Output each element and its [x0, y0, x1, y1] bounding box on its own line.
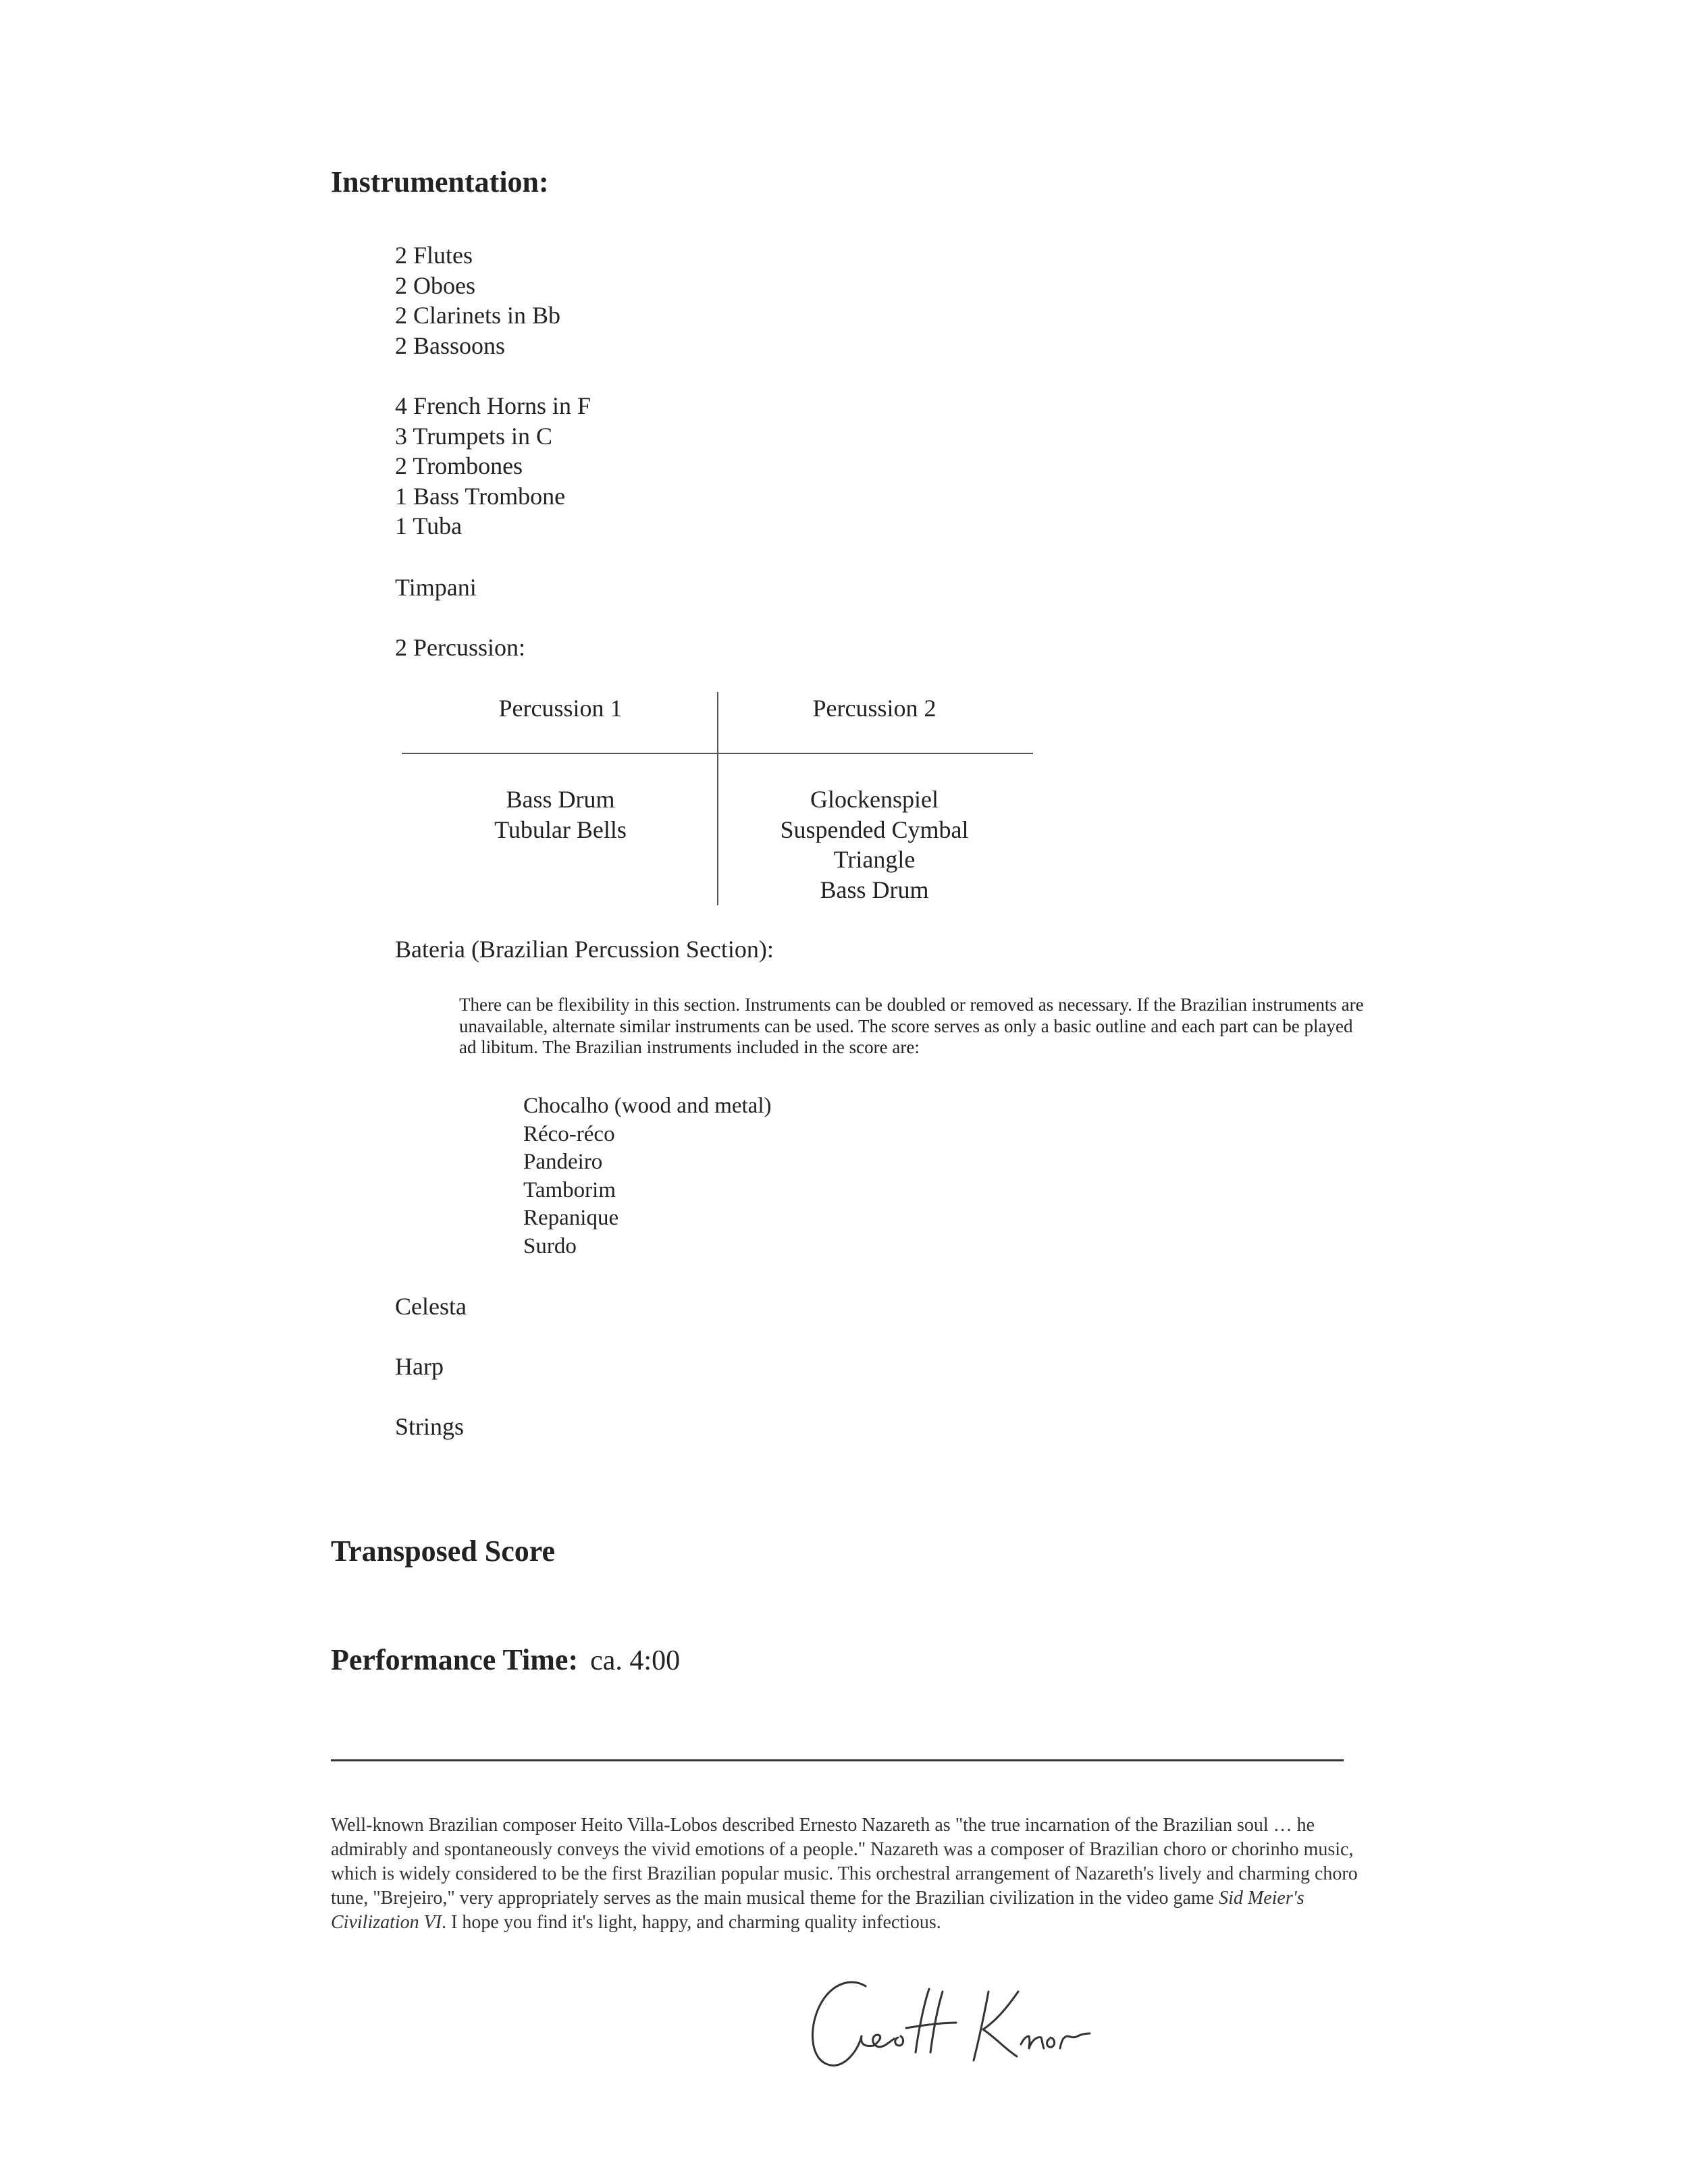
- percussion-2-header: Percussion 2: [812, 695, 937, 722]
- percussion-1-list: [405, 784, 716, 845]
- percussion-label: 2 Percussion:: [395, 634, 525, 661]
- list-item: 1 Bass Trombone: [395, 482, 566, 510]
- list-item: Bass Drum: [820, 876, 929, 903]
- program-notes: [331, 1813, 1367, 1935]
- score-type-heading: Transposed Score: [331, 1535, 556, 1568]
- bateria-list: [523, 1092, 771, 1260]
- list-item: 2 Flutes: [395, 242, 473, 269]
- percussion-2-list: [719, 784, 1030, 905]
- game-title: Sid Meier's Civilization VI: [331, 1888, 1304, 1933]
- list-item: 2 Trombones: [395, 452, 523, 479]
- list-item: Surdo: [523, 1233, 577, 1258]
- list-item: 3 Trumpets in C: [395, 422, 553, 450]
- list-item: Bass Drum: [506, 786, 615, 813]
- strings: Strings: [395, 1413, 465, 1440]
- woodwinds-list: [395, 240, 560, 361]
- list-item: Chocalho (wood and metal): [523, 1094, 772, 1118]
- list-item: 1 Tuba: [395, 512, 463, 539]
- notes-text-end: . I hope you find it's light, happy, and charming quality infectious.: [442, 1912, 941, 1933]
- divider: [331, 1759, 1344, 1761]
- list-item: Repanique: [523, 1206, 619, 1230]
- performance-time-label: Performance Time:: [331, 1643, 579, 1676]
- signature: [803, 1971, 1114, 2079]
- list-item: Tubular Bells: [494, 816, 627, 843]
- bateria-label: Bateria (Brazilian Percussion Section):: [395, 936, 774, 963]
- list-item: Pandeiro: [523, 1150, 603, 1174]
- brass-list: [395, 391, 591, 541]
- list-item: Triangle: [833, 846, 916, 873]
- list-item: Glockenspiel: [810, 786, 939, 813]
- celesta: Celesta: [395, 1293, 467, 1320]
- list-item: Suspended Cymbal: [780, 816, 969, 843]
- instrumentation-heading: Instrumentation:: [331, 165, 549, 198]
- harp: Harp: [395, 1353, 444, 1380]
- timpani: Timpani: [395, 574, 477, 601]
- performance-time-value: ca. 4:00: [590, 1645, 681, 1676]
- bateria-note: There can be flexibility in this section. Instruments can be doubled or removed as necessary. If the Brazilian instruments are unavailable, alternate similar instruments can be used. The score serves as only a basic outline and each part can be played ad libitum. The Brazilian instruments included in the score are:: [459, 994, 1364, 1057]
- list-item: Tamborim: [523, 1177, 616, 1202]
- percussion-1-header: Percussion 1: [498, 695, 623, 722]
- list-item: 2 Clarinets in Bb: [395, 302, 560, 329]
- list-item: 2 Oboes: [395, 271, 475, 299]
- notes-text: Well-known Brazilian composer Heito Villa-Lobos described Ernesto Nazareth as "the true incarnation of the Brazilian soul … he admirably and spontaneously conveys the vivid emotions of a people." Nazareth was a composer of Brazilian choro or chorinho music, which is widely considered to be the first Brazilian popular music. This orchestral arrangement of Nazareth's lively and charming choro tune, "Brejeiro," very appropriately serves as the main musical theme for the Brazilian civilization in the video game: [331, 1815, 1358, 1909]
- list-item: 4 French Horns in F: [395, 392, 591, 419]
- list-item: 2 Bassoons: [395, 331, 506, 359]
- performance-time: [331, 1645, 680, 1677]
- percussion-table-vline: [717, 692, 718, 905]
- list-item: Réco-réco: [523, 1121, 615, 1146]
